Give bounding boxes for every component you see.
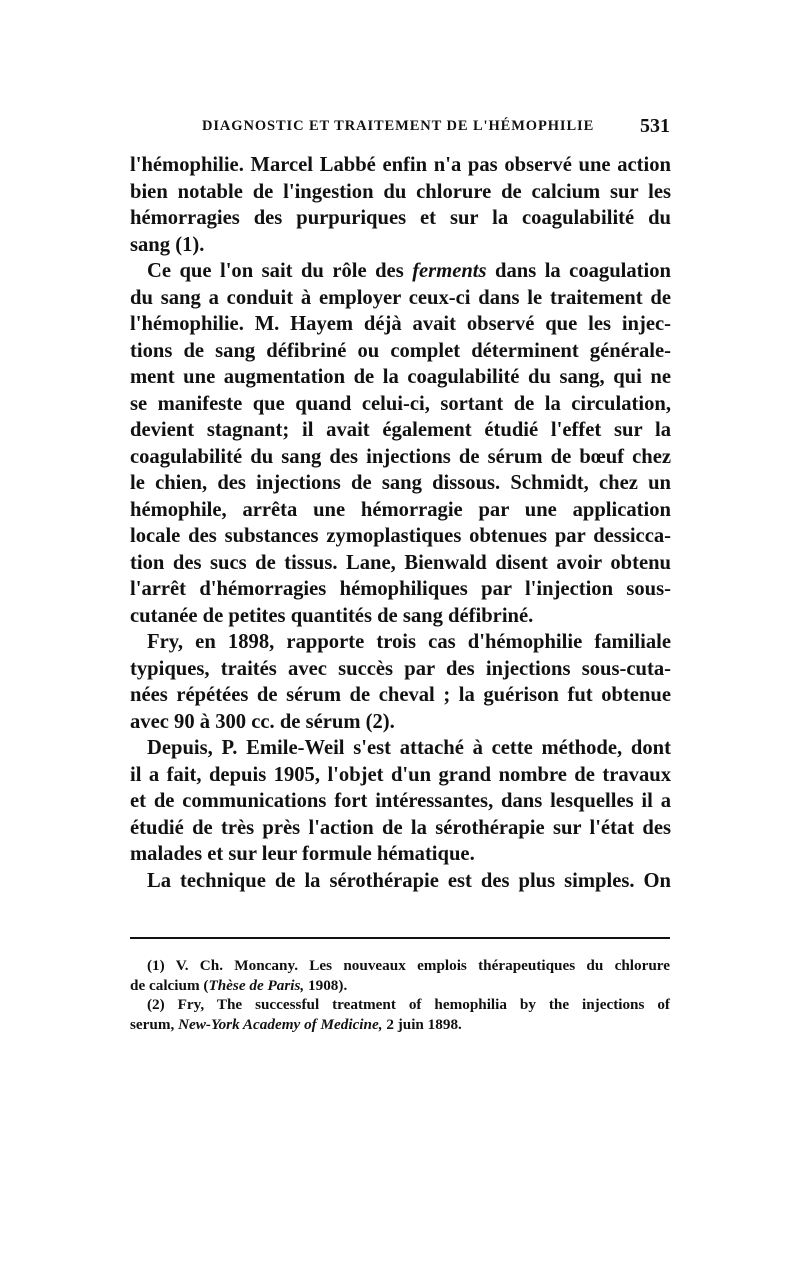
text-line: coagulabilité du sang des injections de sérum de bœuf chez	[130, 445, 671, 468]
text-span: Ce que l'on sait du rôle des	[147, 260, 413, 282]
paragraph-start-line	[130, 258, 671, 285]
paragraph-start-line: Fry, en 1898, rapporte trois cas d'hémophilie familiale	[147, 631, 671, 653]
text-line: cutanée de petites quantités de sang défibriné.	[130, 604, 534, 627]
footnotes	[130, 956, 670, 1034]
italic-source: Thèse de Paris,	[208, 976, 305, 994]
footnote-1-line	[130, 976, 670, 996]
text-span: 2 juin 1898.	[382, 1015, 462, 1033]
text-line: l'hémophilie. Marcel Labbé enfin n'a pas observé une action	[130, 154, 671, 176]
text-line: le chien, des injections de sang dissous. Schmidt, chez un	[130, 472, 671, 494]
text-line: nées répétées de sérum de cheval ; la guérison fut obtenue	[130, 684, 671, 706]
text-line: typiques, traités avec succès par des injections sous-cuta-	[130, 657, 671, 680]
footnote-1-line	[130, 956, 670, 976]
footnote-rule	[130, 937, 670, 939]
text-line: sang (1).	[130, 233, 205, 256]
italic-source: New-York Academy of Medicine,	[178, 1015, 383, 1033]
text-span: (2)	[147, 996, 178, 1014]
text-line: tions de sang défibriné ou complet déterminent générale-	[130, 339, 671, 362]
text-line: et de communications fort intéressantes, dans lesquelles il a	[130, 790, 671, 812]
text-span: The successful treatment of hemophilia by the injections of	[204, 996, 670, 1014]
text-line: l'arrêt d'hémorragies hémophiliques par l'injection sous-	[130, 578, 671, 600]
text-line: se manifeste que quand celui-ci, sortant de la circulation,	[130, 392, 671, 415]
footnote-2-line	[130, 995, 670, 1015]
paragraph-start-line: Depuis, P. Emile-Weil s'est attaché à cette méthode, dont	[147, 737, 671, 759]
text-line: du sang a conduit à employer ceux-ci dans le traitement de	[130, 286, 671, 309]
running-head	[130, 115, 670, 142]
footnote-author: Ch. Moncany.	[199, 957, 298, 974]
text-line: il a fait, depuis 1905, l'objet d'un grand nombre de travaux	[130, 763, 671, 786]
text-line: hémophile, arrêta une hémorragie par une application	[130, 498, 671, 521]
footnote-2-line	[130, 1015, 670, 1035]
text-line: avec 90 à 300 cc. de sérum (2).	[130, 710, 395, 733]
text-line: hémorragies des purpuriques et sur la coagulabilité du	[130, 207, 671, 229]
text-span: de calcium (	[130, 976, 209, 994]
text-line: bien notable de l'ingestion du chlorure de calcium sur les	[130, 180, 671, 203]
text-line: locale des substances zymoplastiques obtenues par dessicca-	[130, 525, 671, 547]
body-text	[130, 152, 671, 894]
italic-term: ferments	[412, 260, 487, 282]
page-number: 531	[640, 115, 670, 137]
text-line: tion des sucs de tissus. Lane, Bienwald disent avoir obtenu	[130, 551, 671, 574]
text-line: étudié de très près l'action de la sérothérapie sur l'état des	[130, 816, 671, 839]
text-line: l'hémophilie. M. Hayem déjà avait observé que les injec-	[130, 313, 671, 335]
text-line: ment une augmentation de la coagulabilité du sang, qui ne	[130, 366, 671, 388]
text-span: serum,	[130, 1015, 179, 1033]
text-line: malades et sur leur formule hématique.	[130, 843, 475, 865]
text-span: (1) V.	[147, 957, 200, 974]
text-span: 1908).	[304, 976, 348, 994]
text-span: Les nouveaux emplois thérapeutiques du chlorure	[298, 957, 670, 974]
text-span: dans la coagulation	[486, 260, 672, 282]
running-title: DIAGNOSTIC ET TRAITEMENT DE L'HÉMOPHILIE	[202, 118, 595, 134]
footnote-author: Fry,	[177, 996, 205, 1014]
text-line: devient stagnant; il avait également étudié l'effet sur la	[130, 419, 671, 441]
paragraph-start-line: La technique de la sérothérapie est des plus simples. On	[147, 869, 671, 892]
